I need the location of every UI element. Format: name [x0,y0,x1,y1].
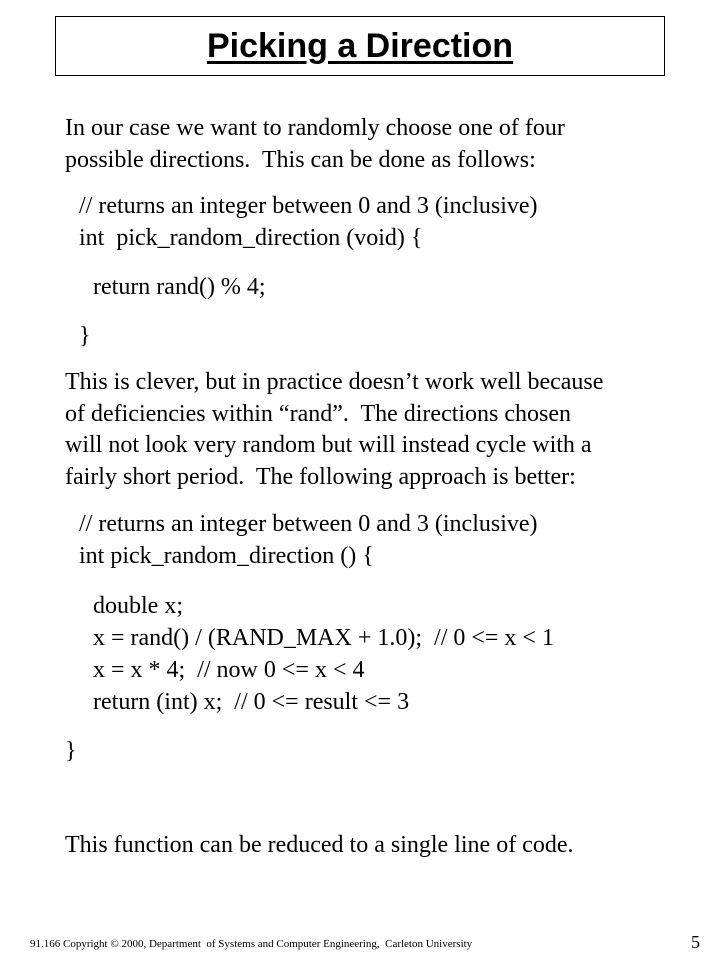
conclusion: This function can be reduced to a single line of code. [65,832,574,858]
intro-line-1: In our case we want to randomly choose one of four [65,115,565,141]
code1-body: return rand() % 4; [93,274,266,300]
code1-close: } [79,323,91,349]
middle-line-2: of deficiencies within “rand”. The directions chosen [65,401,572,427]
page-number: 5 [691,932,700,952]
code2-comment: // returns an integer between 0 and 3 (inclusive) [79,511,538,537]
code1-signature: int pick_random_direction (void) { [79,225,423,251]
middle-line-4: fairly short period. The following approach is better: [65,464,576,490]
title-box [55,16,665,76]
code2-body-line-2: x = rand() / (RAND_MAX + 1.0); // 0 <= x < 1 [93,625,554,651]
middle-line-3: will not look very random but will instead cycle with a [65,432,592,458]
code2-close: } [65,738,77,764]
footer-copyright: 91.166 Copyright © 2000, Department of Systems and Computer Engineering, Carleton University [30,938,473,950]
code2-body-line-4: return (int) x; // 0 <= result <= 3 [93,689,410,715]
code2-signature: int pick_random_direction () { [79,543,374,569]
code2-body-line-3: x = x * 4; // now 0 <= x < 4 [93,657,365,683]
intro-line-2: possible directions. This can be done as follows: [65,147,536,173]
code2-body-line-1: double x; [93,593,183,619]
middle-line-1: This is clever, but in practice doesn’t work well because [65,369,604,395]
page-title: Picking a Direction [206,26,514,65]
code1-comment: // returns an integer between 0 and 3 (inclusive) [79,193,538,219]
